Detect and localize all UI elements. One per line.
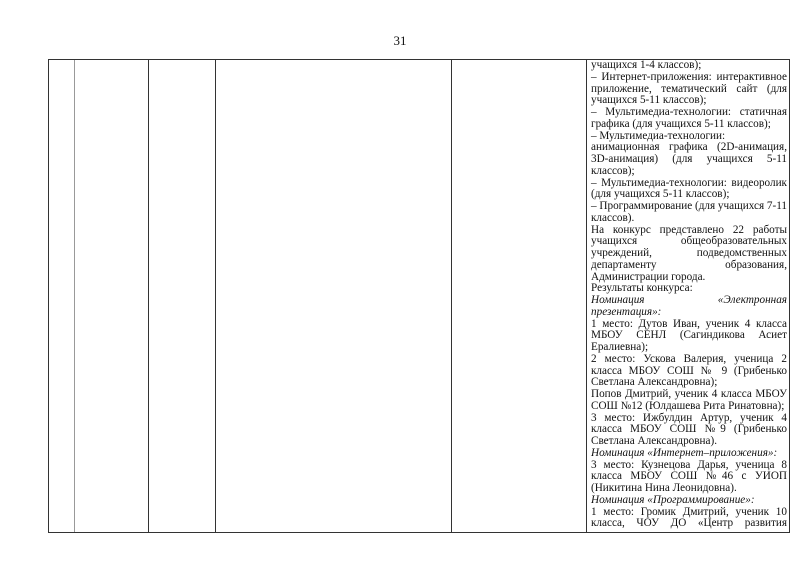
text-line: – Интернет-приложения: интерактивное приложение, тематический сайт (для учащихся 5-11 классов); xyxy=(591,70,787,107)
nomination-heading: Номинация «Интернет–приложения»: xyxy=(591,446,778,459)
text-line: – Программирование (для учащихся 7-11 классов). xyxy=(591,200,787,224)
text-line: – Мультимедиа-технологии: xyxy=(591,129,726,142)
text-line: анимационная графика (2D-анимация, 3D-анимация) (для учащихся 5-11 классов); xyxy=(591,141,787,177)
text-line: – Мультимедиа-технологии: видеоролик (для учащихся 5-11 классов); xyxy=(591,176,787,201)
page-number: 31 xyxy=(393,33,407,48)
nomination-heading: Номинация «Программирование»: xyxy=(591,493,755,506)
text-line: 3 место: Кузнецова Дарья, ученица 8 класса МБОУ СОШ №46 с УИОП (Никитина Нина Леонидовна). xyxy=(591,458,787,494)
text-line: Результаты конкурса: xyxy=(591,282,693,295)
text-line: На конкурс представлено 22 работы учащихся общеобразовательных учреждений, подведомственных департаменту образования, Администрации города. xyxy=(591,223,787,283)
document-table xyxy=(48,59,790,533)
competition-description-cell xyxy=(588,60,789,530)
nomination-heading: Номинация «Электронная презентация»: xyxy=(591,294,787,318)
text-line: учащихся 1-4 классов); xyxy=(591,59,702,71)
text-line: 3 место: Ижбулдин Артур, ученик 4 класса МБОУ СОШ №9 (Грибенько Светлана Александровна). xyxy=(591,411,787,447)
text-line: Попов Дмитрий, ученик 4 класса МБОУ СОШ №12 (Юлдашева Рита Ринатовна); xyxy=(591,388,787,412)
column-divider xyxy=(586,60,587,532)
text-line: 1 место: Громик Дмитрий, ученик 10 класса, ЧОУ ДО «Центр развития xyxy=(591,505,787,530)
column-divider xyxy=(215,60,216,532)
column-divider xyxy=(74,60,75,532)
column-divider xyxy=(148,60,149,532)
text-line: 1 место: Дутов Иван, ученик 4 класса МБОУ СЕНЛ (Сагиндикова Асиет Ералиевна); xyxy=(591,317,787,353)
column-divider xyxy=(451,60,452,532)
text-line: – Мультимедиа-технологии: статичная графика (для учащихся 5-11 классов); xyxy=(591,106,787,130)
text-line: 2 место: Ускова Валерия, ученица 2 класса МБОУ СОШ № 9 (Грибенько Светлана Александровна); xyxy=(591,352,787,389)
